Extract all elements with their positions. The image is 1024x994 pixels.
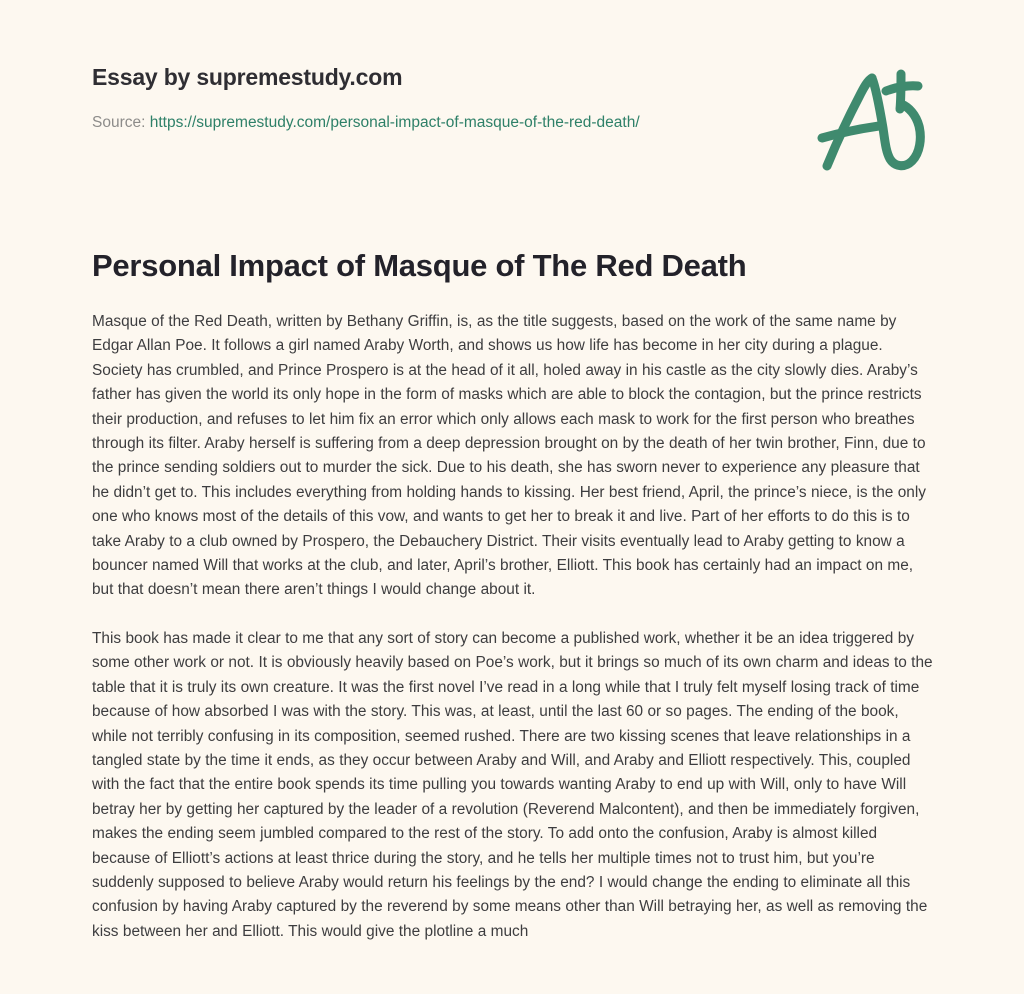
a-plus-logo[interactable] — [812, 66, 938, 174]
a-plus-logo-icon — [812, 66, 938, 174]
source-line — [92, 112, 932, 133]
essay-byline: Essay by supremestudy.com — [92, 64, 403, 90]
header-text-block — [92, 62, 932, 133]
page-title: Personal Impact of Masque of The Red Death — [92, 248, 747, 283]
page-header — [92, 62, 932, 133]
source-url-link[interactable]: https://supremestudy.com/personal-impact-of-masque-of-the-red-death/ — [149, 114, 640, 131]
paragraph: This book has made it clear to me that any sort of story can become a published work, whether it be an idea triggered by some other work or not. It is obviously heavily based on Poe’s work, but it brings so much of its own charm and ideas to the table that it is truly its own creature. It was the first novel I’ve read in a long while that I truly felt myself losing track of time because of how absorbed I was with the story. This was, at least, until the last 60 or so pages. The ending of the book, while not terribly confusing in its composition, seemed rushed. There are two kissing scenes that leave relationships in a tangled state by the time it ends, as they occur between Araby and Will, and Araby and Elliott respectively. This, coupled with the fact that the entire book spends its time pulling you towards wanting Araby to end up with Will, only to have Will betray her by getting her captured by the leader of a revolution (Reverend Malcontent), and then be immediately forgiven, makes the ending seem jumbled compared to the rest of the story. To add onto the confusion, Araby is almost killed because of Elliott’s actions at least thrice during the story, and he tells her multiple times not to trust him, but you’re suddenly supposed to believe Araby would return his feelings by the end? I would change the ending to eliminate all this confusion by having Araby captured by the reverend by some means other than Will betraying her, as well as removing the kiss between her and Elliott. This would give the plotline a much — [92, 629, 933, 940]
source-label: Source: — [92, 114, 146, 131]
paragraph: Masque of the Red Death, written by Bethany Griffin, is, as the title suggests, based on the work of the same name by Edgar Allan Poe. It follows a girl named Araby Worth, and shows us how life has become in her city during a plague. Society has crumbled, and Prince Prospero is at the head of it all, holed away in his castle as the city slowly dies. Araby’s father has given the world its only hope in the form of masks which are able to block the contagion, but the prince restricts their production, and refuses to let him fix an error which only allows each mask to work for the first person who breathes through its filter. Araby herself is suffering from a deep depression brought on by the death of her twin brother, Finn, due to the prince sending soldiers out to murder the sick. Due to his death, she has sworn never to experience any pleasure that he didn’t get to. This includes everything from holding hands to kissing. Her best friend, April, the prince’s niece, is the only one who knows most of the details of this vow, and wants to get her to break it and live. Part of her efforts to do this is to take Araby to a club owned by Prospero, the Debauchery District. Their visits eventually lead to Araby getting to know a bouncer named Will that works at the club, and later, April’s brother, Elliott. This book has certainly had an impact on me, but that doesn’t mean there aren’t things I would change about it. — [92, 313, 926, 599]
article-body — [92, 310, 935, 944]
